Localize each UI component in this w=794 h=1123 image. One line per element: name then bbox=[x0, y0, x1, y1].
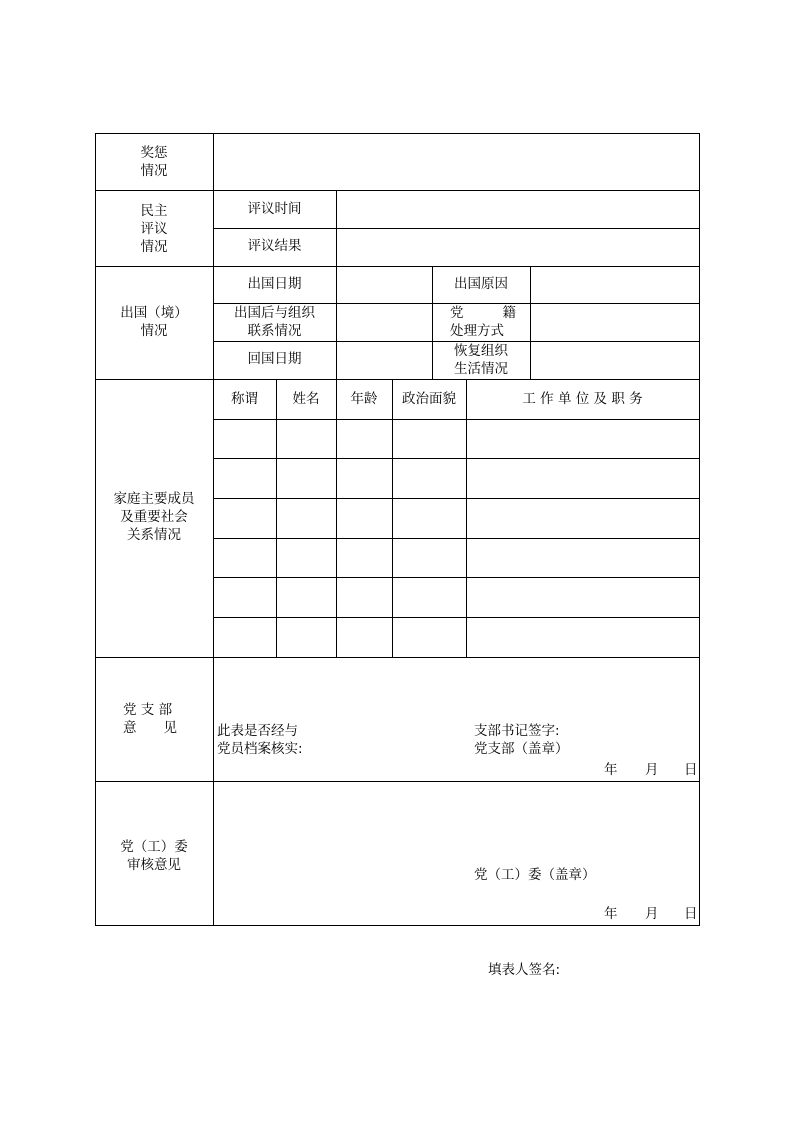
branch-label bbox=[123, 701, 185, 737]
label-line: 出国后与组织 bbox=[234, 305, 315, 321]
label-line: 奖惩 bbox=[140, 145, 168, 161]
rule bbox=[213, 419, 700, 420]
depart-date-label: 出国日期 bbox=[247, 276, 302, 292]
label-line: 家庭主要成员 bbox=[113, 491, 195, 507]
text-line: 党支部（盖章） bbox=[474, 741, 569, 757]
rule bbox=[276, 379, 277, 657]
label-line: 关系情况 bbox=[127, 527, 181, 543]
rule bbox=[336, 379, 337, 657]
family-label bbox=[95, 490, 213, 544]
rule bbox=[95, 657, 700, 658]
rule bbox=[213, 577, 700, 578]
filler-signature-label: 填表人签名: bbox=[488, 962, 561, 978]
committee-date-year: 年 bbox=[604, 906, 618, 922]
label-char: 籍 bbox=[502, 305, 516, 321]
rule bbox=[213, 617, 700, 618]
rule bbox=[213, 498, 700, 499]
restore-life-label bbox=[432, 342, 530, 378]
label-line: 党 支 部 bbox=[123, 702, 173, 718]
rule bbox=[213, 458, 700, 459]
label-line: 评议 bbox=[140, 221, 168, 237]
committee-seal-text: 党（工）委（盖章） bbox=[474, 867, 596, 883]
label-line: 及重要社会 bbox=[120, 509, 188, 525]
label-line: 处理方式 bbox=[450, 323, 504, 339]
secretary-sign-text bbox=[474, 722, 569, 758]
col-header-name: 姓名 bbox=[292, 391, 320, 407]
archive-check-text bbox=[217, 722, 303, 758]
branch-date-year: 年 bbox=[604, 762, 618, 778]
label-line: 情况 bbox=[140, 323, 168, 339]
label-line: 恢复组织 bbox=[454, 343, 508, 359]
label-char: 党 bbox=[450, 305, 464, 321]
branch-date-month: 月 bbox=[645, 762, 659, 778]
rule bbox=[95, 133, 700, 134]
col-header-age: 年龄 bbox=[350, 391, 378, 407]
text-line: 此表是否经与 bbox=[217, 723, 298, 739]
label-line bbox=[450, 304, 516, 322]
label-line: 出国（境） bbox=[120, 305, 188, 321]
rule bbox=[466, 379, 467, 657]
democratic-review-label bbox=[95, 202, 213, 256]
rule bbox=[213, 228, 700, 229]
label-line: 审核意见 bbox=[127, 857, 181, 873]
rewards-label bbox=[95, 144, 213, 180]
label-line: 意 见 bbox=[123, 720, 177, 736]
label-line: 联系情况 bbox=[247, 323, 302, 339]
rule bbox=[530, 266, 531, 379]
contact-label bbox=[213, 304, 336, 340]
rule bbox=[95, 925, 700, 926]
review-result-label: 评议结果 bbox=[247, 238, 302, 254]
col-header-political-status: 政治面貌 bbox=[402, 391, 456, 407]
rule bbox=[699, 133, 700, 926]
rule bbox=[95, 781, 700, 782]
rule bbox=[95, 190, 700, 191]
label-line: 民主 bbox=[140, 203, 168, 219]
return-date-label: 回国日期 bbox=[247, 351, 302, 367]
rule bbox=[95, 266, 700, 267]
text-line: 党员档案核实: bbox=[217, 741, 303, 757]
rule bbox=[336, 190, 337, 379]
label-line: 情况 bbox=[140, 239, 168, 255]
text-line: 支部书记签字: bbox=[474, 723, 560, 739]
col-header-title: 称谓 bbox=[231, 391, 258, 407]
rule bbox=[95, 379, 700, 380]
committee-date-day: 日 bbox=[684, 906, 698, 922]
branch-date-day: 日 bbox=[684, 762, 698, 778]
rule bbox=[392, 379, 393, 657]
label-line: 情况 bbox=[140, 163, 168, 179]
col-header-workplace: 工 作 单 位 及 职 务 bbox=[522, 391, 643, 407]
rule bbox=[213, 538, 700, 539]
abroad-label bbox=[95, 304, 213, 340]
label-line: 生活情况 bbox=[454, 361, 508, 377]
committee-label bbox=[95, 838, 213, 874]
committee-date-month: 月 bbox=[645, 906, 659, 922]
review-time-label: 评议时间 bbox=[247, 201, 302, 217]
label-line: 党（工）委 bbox=[120, 839, 188, 855]
abroad-reason-label: 出国原因 bbox=[454, 276, 508, 292]
membership-handling-label bbox=[450, 304, 516, 340]
